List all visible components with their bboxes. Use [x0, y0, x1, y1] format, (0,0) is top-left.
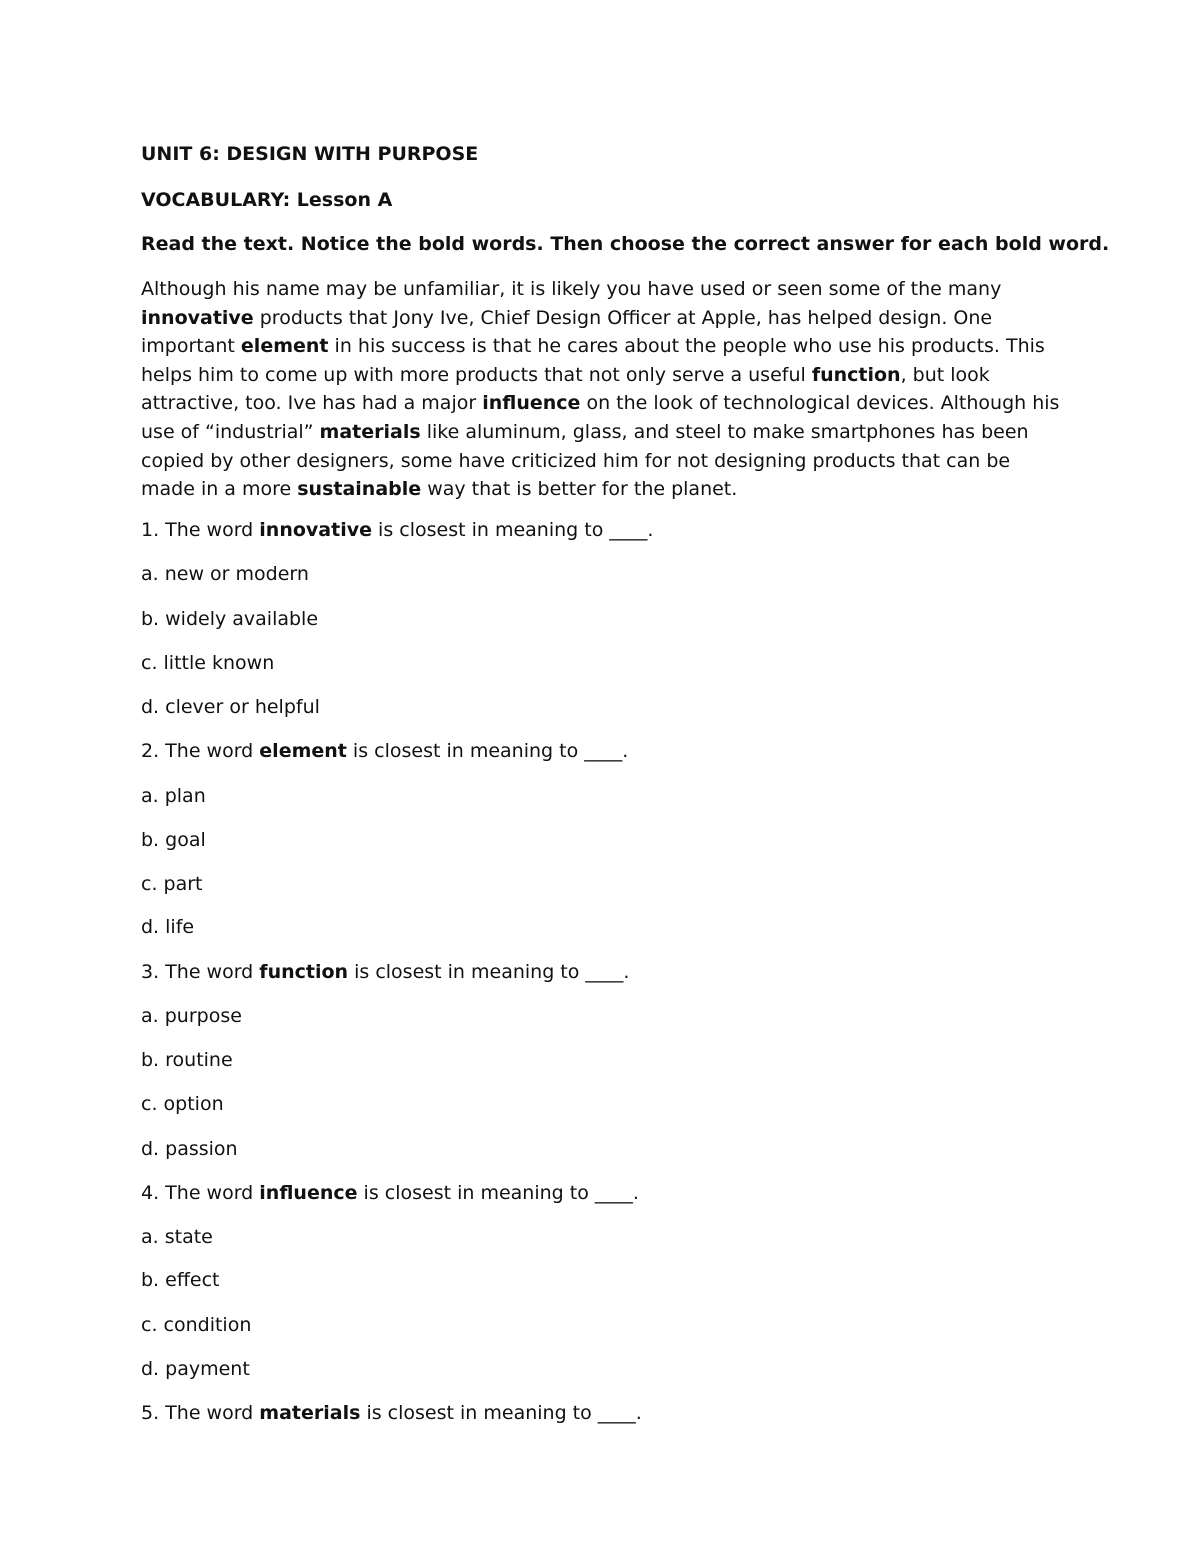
bold-word-element: element — [240, 335, 329, 358]
question-3-option-d: d. passion — [141, 1138, 238, 1160]
instruction-text: Read the text. Notice the bold words. Then choose the correct answer for each bold word. — [141, 233, 1110, 255]
question-4-option-d: d. payment — [141, 1358, 250, 1380]
passage-text: way that is better for the planet. — [421, 478, 738, 501]
question-4-option-a: a. state — [141, 1226, 213, 1248]
question-word: innovative — [259, 519, 372, 541]
bold-word-influence: influence — [482, 392, 581, 415]
question-4 — [141, 1181, 639, 1205]
question-prefix: 1. The word — [141, 519, 260, 541]
question-3-option-c: c. option — [141, 1093, 224, 1115]
question-5 — [141, 1401, 642, 1425]
question-2-option-a: a. plan — [141, 785, 206, 807]
passage-text: in his success is that he cares about the people who use his products. This helps him to come up with more products that not only serve a useful — [141, 335, 1051, 386]
passage-text: like aluminum, glass, and steel to make smartphones has been copied by other designers, some have criticized him for not designing products that can be made in a more — [141, 420, 1035, 501]
passage-text: Although his name may be unfamiliar, it is likely you have used or seen some of the many — [141, 278, 1008, 300]
question-3-option-a: a. purpose — [141, 1005, 242, 1027]
question-word: element — [259, 740, 347, 762]
question-suffix: is closest in meaning to ____. — [360, 1402, 642, 1424]
question-prefix: 2. The word — [141, 740, 260, 762]
question-2-option-c: c. part — [141, 873, 203, 895]
question-4-option-b: b. effect — [141, 1269, 220, 1291]
question-3-option-b: b. routine — [141, 1049, 233, 1071]
question-prefix: 3. The word — [141, 961, 260, 983]
question-suffix: is closest in meaning to ____. — [346, 740, 629, 762]
section-title: VOCABULARY: Lesson A — [141, 189, 393, 211]
question-3 — [141, 960, 629, 984]
reading-passage — [141, 275, 1066, 504]
question-prefix: 4. The word — [141, 1182, 260, 1204]
question-1-option-d: d. clever or helpful — [141, 696, 320, 718]
bold-word-innovative: innovative — [141, 306, 254, 329]
bold-word-sustainable: sustainable — [297, 478, 422, 501]
question-prefix: 5. The word — [141, 1402, 260, 1424]
question-suffix: is closest in meaning to ____. — [357, 1182, 639, 1204]
question-2 — [141, 739, 628, 763]
bold-word-function: function — [811, 363, 901, 386]
question-1-option-c: c. little known — [141, 652, 275, 674]
question-1-option-a: a. new or modern — [141, 563, 309, 585]
passage-text: , but look attractive, too. Ive has had a major — [141, 363, 996, 415]
question-1 — [141, 518, 653, 542]
question-4-option-c: c. condition — [141, 1314, 252, 1336]
unit-title: UNIT 6: DESIGN WITH PURPOSE — [141, 143, 479, 165]
question-suffix: is closest in meaning to ____. — [372, 519, 654, 541]
question-word: function — [259, 961, 349, 983]
bold-word-materials: materials — [319, 420, 421, 443]
question-suffix: is closest in meaning to ____. — [348, 961, 630, 983]
question-2-option-d: d. life — [141, 916, 195, 938]
passage-text: products that Jony Ive, Chief Design Officer at Apple, has helped design. One important — [141, 306, 999, 358]
passage-text: on the look of technological devices. Although his use of “industrial” — [141, 392, 1066, 443]
question-2-option-b: b. goal — [141, 829, 206, 851]
question-word: influence — [259, 1182, 358, 1204]
question-word: materials — [259, 1402, 361, 1424]
question-1-option-b: b. widely available — [141, 608, 319, 630]
